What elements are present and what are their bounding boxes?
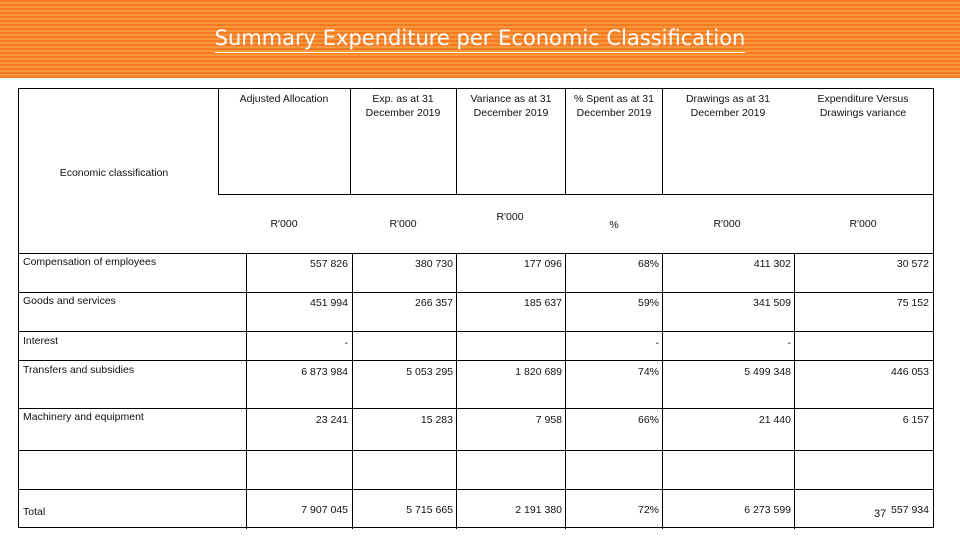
table-cell: 177 096 [524, 258, 562, 270]
total-cell: 2 191 380 [515, 504, 562, 516]
unit-label: R'000 [496, 211, 524, 223]
page-number: 37 [874, 508, 887, 520]
table-cell: 6 157 [902, 414, 929, 426]
unit-label: R'000 [389, 218, 417, 230]
table-cell: 557 826 [310, 258, 348, 270]
col-divider [662, 253, 663, 529]
col-header-exp: Exp. as at 31 December 2019 [365, 93, 441, 119]
unit-label: R'000 [713, 218, 741, 230]
total-cell: 6 273 599 [744, 504, 791, 516]
row-header-label: Economic classification [59, 167, 169, 179]
row-label: Transfers and subsidies [23, 364, 135, 376]
row-divider [19, 331, 933, 332]
row-divider [19, 292, 933, 293]
table-cell: 66% [637, 414, 659, 426]
row-divider [218, 194, 933, 195]
col-divider [456, 89, 457, 194]
table-cell: 451 994 [310, 297, 348, 309]
unit-label: % [609, 219, 619, 231]
table-cell: 341 509 [753, 297, 791, 309]
table-cell: 5 499 348 [744, 366, 791, 378]
total-cell: 7 907 045 [301, 504, 348, 516]
total-cell: 557 934 [891, 504, 929, 516]
row-label: Compensation of employees [23, 256, 157, 268]
table-cell: 68% [637, 258, 659, 270]
table-cell: 75 152 [896, 297, 929, 309]
table-cell: 266 357 [415, 297, 453, 309]
row-divider [19, 450, 933, 451]
table-cell: 6 873 984 [301, 366, 348, 378]
col-divider [565, 253, 566, 529]
title-banner [0, 0, 960, 78]
table-cell: 446 053 [891, 366, 929, 378]
col-divider [662, 89, 663, 194]
table-cell: - [787, 337, 791, 349]
row-divider [19, 253, 933, 254]
row-label: Interest [23, 335, 59, 347]
row-label: Goods and services [23, 295, 116, 307]
col-divider [565, 89, 566, 194]
total-cell: 5 715 665 [406, 504, 453, 516]
col-divider [352, 253, 353, 529]
unit-label: R'000 [849, 218, 877, 230]
table-cell: - [655, 337, 659, 349]
table-cell: 380 730 [415, 258, 453, 270]
table-cell: 15 283 [420, 414, 453, 426]
table-cell: 74% [637, 366, 659, 378]
total-cell: 72% [637, 504, 659, 516]
col-header-percent-spent: % Spent as at 31 December 2019 [574, 93, 654, 119]
expenditure-table [18, 88, 934, 528]
table-cell: 59% [637, 297, 659, 309]
table-cell: 30 572 [896, 258, 929, 270]
total-row-label: Total [23, 506, 46, 518]
col-header-drawings: Drawings as at 31 December 2019 [685, 93, 771, 119]
col-header-variance: Variance as at 31 December 2019 [470, 93, 552, 119]
unit-label: R'000 [270, 218, 298, 230]
table-cell: 7 958 [535, 414, 562, 426]
col-divider [794, 253, 795, 529]
row-label: Machinery and equipment [23, 411, 144, 423]
col-divider [246, 253, 247, 529]
col-divider [350, 89, 351, 194]
row-divider [19, 489, 933, 490]
table-cell: 21 440 [758, 414, 791, 426]
col-header-adjusted-allocation: Adjusted Allocation [239, 93, 329, 105]
page-title: Summary Expenditure per Economic Classification [215, 26, 746, 53]
col-header-exp-vs-drawings: Expenditure Versus Drawings variance [817, 93, 909, 119]
table-cell: 1 820 689 [515, 366, 562, 378]
table-cell: - [344, 337, 348, 349]
row-divider [19, 360, 933, 361]
col-divider [456, 253, 457, 529]
table-cell: 23 241 [315, 414, 348, 426]
table-cell: 411 302 [753, 258, 791, 270]
table-cell: 185 637 [524, 297, 562, 309]
table-cell: 5 053 295 [406, 366, 453, 378]
col-divider [218, 89, 219, 194]
row-divider [19, 408, 933, 409]
